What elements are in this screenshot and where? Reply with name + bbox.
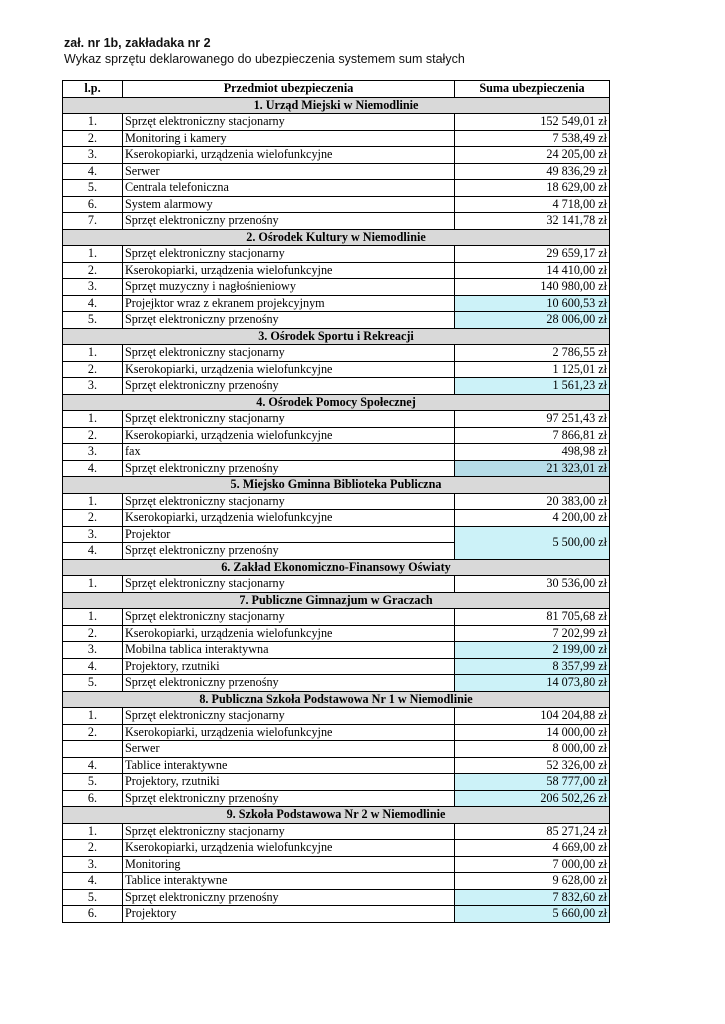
row-item: Sprzęt elektroniczny stacjonarny: [123, 823, 455, 840]
row-lp: 4.: [63, 460, 123, 477]
row-item: Centrala telefoniczna: [123, 180, 455, 197]
row-lp: 5.: [63, 312, 123, 329]
row-item: Kserokopiarki, urządzenia wielofunkcyjne: [123, 427, 455, 444]
row-lp: 1.: [63, 708, 123, 725]
table-row: [63, 444, 610, 461]
row-lp: 3.: [63, 642, 123, 659]
row-sum: 14 073,80 zł: [455, 675, 610, 692]
section-row: [63, 691, 610, 708]
row-sum: 4 718,00 zł: [455, 196, 610, 213]
row-lp: 1.: [63, 345, 123, 362]
row-lp: 3.: [63, 444, 123, 461]
row-lp: 5.: [63, 889, 123, 906]
insurance-table: [62, 80, 610, 923]
table-row: [63, 757, 610, 774]
row-lp: 6.: [63, 196, 123, 213]
section-title: 4. Ośrodek Pomocy Społecznej: [63, 394, 610, 411]
row-item: Sprzęt elektroniczny przenośny: [123, 889, 455, 906]
table-row: [63, 163, 610, 180]
row-item: Kserokopiarki, urządzenia wielofunkcyjne: [123, 361, 455, 378]
section-title: 8. Publiczna Szkoła Podstawowa Nr 1 w Niemodlinie: [63, 691, 610, 708]
table-row: [63, 213, 610, 230]
table-row: [63, 378, 610, 395]
table-row: [63, 411, 610, 428]
row-sum: 18 629,00 zł: [455, 180, 610, 197]
row-sum: 24 205,00 zł: [455, 147, 610, 164]
row-sum: 1 125,01 zł: [455, 361, 610, 378]
row-sum: 498,98 zł: [455, 444, 610, 461]
row-item: Sprzęt elektroniczny przenośny: [123, 790, 455, 807]
section-title: 5. Miejsko Gminna Biblioteka Publiczna: [63, 477, 610, 494]
row-sum: 32 141,78 zł: [455, 213, 610, 230]
row-item: Serwer: [123, 741, 455, 758]
row-item: Mobilna tablica interaktywna: [123, 642, 455, 659]
row-lp: 2.: [63, 262, 123, 279]
row-lp: 4.: [63, 757, 123, 774]
row-lp: 2.: [63, 510, 123, 527]
row-item: Sprzęt elektroniczny przenośny: [123, 460, 455, 477]
row-sum: 14 000,00 zł: [455, 724, 610, 741]
row-lp: 5.: [63, 774, 123, 791]
row-sum: 30 536,00 zł: [455, 576, 610, 593]
row-lp: 5.: [63, 180, 123, 197]
table-row: [63, 642, 610, 659]
section-row: [63, 477, 610, 494]
row-lp: 1.: [63, 823, 123, 840]
row-item: Sprzęt elektroniczny przenośny: [123, 312, 455, 329]
section-row: [63, 807, 610, 824]
row-sum: 8 000,00 zł: [455, 741, 610, 758]
row-item: Projejktor wraz z ekranem projekcyjnym: [123, 295, 455, 312]
section-title: 2. Ośrodek Kultury w Niemodlinie: [63, 229, 610, 246]
row-lp: 4.: [63, 543, 123, 560]
row-lp: 3.: [63, 279, 123, 296]
table-row: [63, 526, 610, 543]
table-row: [63, 724, 610, 741]
row-sum: 49 836,29 zł: [455, 163, 610, 180]
row-lp: 2.: [63, 130, 123, 147]
row-lp: 4.: [63, 873, 123, 890]
section-row: [63, 592, 610, 609]
row-item: Projektory: [123, 906, 455, 923]
row-item: System alarmowy: [123, 196, 455, 213]
row-item: Kserokopiarki, urządzenia wielofunkcyjne: [123, 625, 455, 642]
row-item: Kserokopiarki, urządzenia wielofunkcyjne: [123, 510, 455, 527]
table-row: [63, 790, 610, 807]
row-lp: 3.: [63, 147, 123, 164]
row-lp: 1.: [63, 411, 123, 428]
row-lp: 1.: [63, 246, 123, 263]
table-row: [63, 675, 610, 692]
row-sum: 85 271,24 zł: [455, 823, 610, 840]
row-lp: 1.: [63, 609, 123, 626]
row-item: Tablice interaktywne: [123, 757, 455, 774]
row-sum: 4 669,00 zł: [455, 840, 610, 857]
row-item: Sprzęt elektroniczny stacjonarny: [123, 576, 455, 593]
row-sum: 2 199,00 zł: [455, 642, 610, 659]
table-row: [63, 427, 610, 444]
section-row: [63, 229, 610, 246]
column-header-item: Przedmiot ubezpieczenia: [123, 81, 455, 98]
row-item: Sprzęt elektroniczny przenośny: [123, 213, 455, 230]
table-row: [63, 493, 610, 510]
section-title: 3. Ośrodek Sportu i Rekreacji: [63, 328, 610, 345]
section-row: [63, 97, 610, 114]
table-row: [63, 576, 610, 593]
table-row: [63, 823, 610, 840]
row-item: Sprzęt elektroniczny stacjonarny: [123, 708, 455, 725]
table-row: [63, 279, 610, 296]
row-lp: 4.: [63, 163, 123, 180]
row-lp: 2.: [63, 625, 123, 642]
section-title: 9. Szkoła Podstawowa Nr 2 w Niemodlinie: [63, 807, 610, 824]
row-sum: 20 383,00 zł: [455, 493, 610, 510]
row-lp: 2.: [63, 840, 123, 857]
row-item: Sprzęt elektroniczny stacjonarny: [123, 114, 455, 131]
row-item: Projektory, rzutniki: [123, 658, 455, 675]
table-row: [63, 856, 610, 873]
section-row: [63, 328, 610, 345]
table-row: [63, 658, 610, 675]
row-item: Sprzęt muzyczny i nagłośnieniowy: [123, 279, 455, 296]
table-row: [63, 147, 610, 164]
row-sum: 140 980,00 zł: [455, 279, 610, 296]
table-row: [63, 262, 610, 279]
row-sum: 81 705,68 zł: [455, 609, 610, 626]
row-lp: 7.: [63, 213, 123, 230]
row-sum: 14 410,00 zł: [455, 262, 610, 279]
column-header-lp: l.p.: [63, 81, 123, 98]
table-row: [63, 114, 610, 131]
row-sum: 5 500,00 zł: [455, 526, 610, 559]
table-row: [63, 510, 610, 527]
row-sum: 4 200,00 zł: [455, 510, 610, 527]
row-sum: 21 323,01 zł: [455, 460, 610, 477]
table-row: [63, 774, 610, 791]
row-sum: 97 251,43 zł: [455, 411, 610, 428]
row-sum: 7 866,81 zł: [455, 427, 610, 444]
row-sum: 29 659,17 zł: [455, 246, 610, 263]
section-row: [63, 559, 610, 576]
row-item: Monitoring: [123, 856, 455, 873]
section-title: 1. Urząd Miejski w Niemodlinie: [63, 97, 610, 114]
row-sum: 10 600,53 zł: [455, 295, 610, 312]
table-row: [63, 889, 610, 906]
row-sum: 7 000,00 zł: [455, 856, 610, 873]
table-row: [63, 180, 610, 197]
row-sum: 9 628,00 zł: [455, 873, 610, 890]
row-sum: 7 202,99 zł: [455, 625, 610, 642]
section-row: [63, 394, 610, 411]
row-lp: 2.: [63, 724, 123, 741]
row-lp: 5.: [63, 675, 123, 692]
document-title: zał. nr 1b, zakładaka nr 2: [64, 36, 211, 50]
table-row: [63, 130, 610, 147]
row-sum: 104 204,88 zł: [455, 708, 610, 725]
table-row: [63, 625, 610, 642]
row-lp: 3.: [63, 856, 123, 873]
table-row: [63, 873, 610, 890]
table-row: [63, 246, 610, 263]
table-row: [63, 708, 610, 725]
row-lp: 4.: [63, 658, 123, 675]
row-item: Projektory, rzutniki: [123, 774, 455, 791]
row-item: Kserokopiarki, urządzenia wielofunkcyjne: [123, 840, 455, 857]
row-item: Monitoring i kamery: [123, 130, 455, 147]
row-item: Sprzęt elektroniczny przenośny: [123, 675, 455, 692]
table-row: [63, 609, 610, 626]
row-item: Sprzęt elektroniczny stacjonarny: [123, 345, 455, 362]
row-sum: 52 326,00 zł: [455, 757, 610, 774]
table-row: [63, 345, 610, 362]
row-lp: [63, 741, 123, 758]
row-sum: 8 357,99 zł: [455, 658, 610, 675]
row-lp: 2.: [63, 361, 123, 378]
table-row: [63, 295, 610, 312]
row-sum: 2 786,55 zł: [455, 345, 610, 362]
row-lp: 6.: [63, 790, 123, 807]
table-row: [63, 840, 610, 857]
row-lp: 1.: [63, 114, 123, 131]
row-lp: 4.: [63, 295, 123, 312]
row-item: Kserokopiarki, urządzenia wielofunkcyjne: [123, 147, 455, 164]
row-lp: 1.: [63, 493, 123, 510]
row-item: fax: [123, 444, 455, 461]
document-subtitle: Wykaz sprzętu deklarowanego do ubezpieczenia systemem sum stałych: [64, 52, 465, 66]
row-item: Sprzęt elektroniczny przenośny: [123, 378, 455, 395]
row-lp: 1.: [63, 576, 123, 593]
row-sum: 152 549,01 zł: [455, 114, 610, 131]
row-item: Projektor: [123, 526, 455, 543]
row-lp: 2.: [63, 427, 123, 444]
row-sum: 5 660,00 zł: [455, 906, 610, 923]
table-row: [63, 741, 610, 758]
row-item: Kserokopiarki, urządzenia wielofunkcyjne: [123, 262, 455, 279]
row-item: Sprzęt elektroniczny stacjonarny: [123, 246, 455, 263]
row-item: Tablice interaktywne: [123, 873, 455, 890]
row-sum: 206 502,26 zł: [455, 790, 610, 807]
row-lp: 6.: [63, 906, 123, 923]
row-lp: 3.: [63, 378, 123, 395]
row-sum: 58 777,00 zł: [455, 774, 610, 791]
row-item: Sprzęt elektroniczny stacjonarny: [123, 493, 455, 510]
row-item: Sprzęt elektroniczny przenośny: [123, 543, 455, 560]
row-sum: 1 561,23 zł: [455, 378, 610, 395]
table-header-row: [63, 81, 610, 98]
section-title: 6. Zakład Ekonomiczno-Finansowy Oświaty: [63, 559, 610, 576]
row-sum: 7 538,49 zł: [455, 130, 610, 147]
table-row: [63, 361, 610, 378]
column-header-sum: Suma ubezpieczenia: [455, 81, 610, 98]
row-item: Sprzęt elektroniczny stacjonarny: [123, 411, 455, 428]
table-row: [63, 460, 610, 477]
row-lp: 3.: [63, 526, 123, 543]
table-row: [63, 312, 610, 329]
row-item: Serwer: [123, 163, 455, 180]
section-title: 7. Publiczne Gimnazjum w Graczach: [63, 592, 610, 609]
row-sum: 28 006,00 zł: [455, 312, 610, 329]
table-row: [63, 196, 610, 213]
table-row: [63, 906, 610, 923]
row-item: Kserokopiarki, urządzenia wielofunkcyjne: [123, 724, 455, 741]
row-item: Sprzęt elektroniczny stacjonarny: [123, 609, 455, 626]
row-sum: 7 832,60 zł: [455, 889, 610, 906]
